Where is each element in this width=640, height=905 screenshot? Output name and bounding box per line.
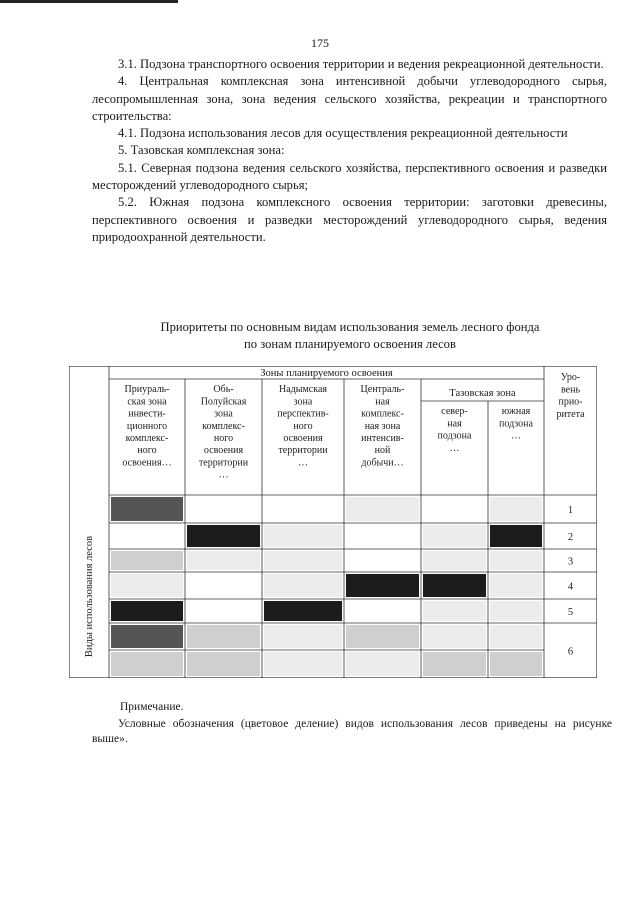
column-header-ob-poluy-line: комплекс- — [202, 420, 245, 432]
shaded-cell — [490, 497, 542, 521]
column-header-priural-line: освоения… — [122, 457, 172, 469]
column-header-central-line: Централь- — [360, 384, 405, 396]
column-header-level-line: вень — [560, 384, 581, 396]
subcolumn-header-north-line: подзона — [437, 430, 472, 442]
table-caption-line2: по зонам планируемого освоения лесов — [244, 337, 456, 351]
column-header-central-line: интенсив- — [361, 433, 404, 444]
column-header-level-line: прио- — [558, 396, 583, 408]
shaded-cell — [423, 601, 486, 621]
shaded-cell — [490, 551, 542, 570]
column-header-nadym-line: Надымская — [279, 384, 327, 396]
shaded-cell — [346, 625, 419, 648]
priority-table — [69, 366, 597, 678]
subcolumn-header-north-line: ная — [447, 418, 462, 430]
paragraph-5: 5. Тазовская комплексная зона: — [118, 143, 285, 158]
row-header-vertical: Виды использования лесов — [84, 535, 95, 658]
shaded-cell — [346, 652, 419, 676]
shaded-cell — [111, 551, 183, 570]
shaded-cell — [111, 497, 183, 521]
column-header-ob-poluy-line: территории — [198, 457, 249, 469]
column-header-nadym-line: территории — [278, 445, 328, 457]
shaded-cell — [490, 601, 542, 621]
column-header-ob-poluy-line: освоения — [203, 445, 244, 457]
shaded-cell — [346, 574, 419, 597]
table-caption-line1: Приоритеты по основным видам использования земель лесного фонда — [160, 320, 540, 334]
shaded-cell — [264, 525, 342, 547]
priority-level: 5 — [567, 607, 574, 618]
column-header-ob-poluy-line: Полуйская — [200, 396, 247, 408]
column-header-nadym-line: перспектив- — [277, 408, 329, 420]
shaded-cell — [187, 525, 260, 547]
subcolumn-header-north-line: … — [449, 442, 460, 454]
column-header-nadym-line: ного — [293, 420, 313, 432]
shaded-cell — [111, 574, 183, 597]
priority-level: 3 — [567, 556, 574, 568]
column-header-priural-line: ционного — [126, 420, 168, 432]
column-header-nadym-line: зона — [293, 396, 313, 408]
shaded-cell — [423, 652, 486, 676]
column-header-priural-line: ская зона — [127, 396, 167, 408]
shaded-cell — [187, 625, 260, 648]
paragraph-4: 4. Центральная комплексная зона интенсивной добычи углеводородного сырья, лесопромышленная зона, зона ведения сельского хозяйства, рекреации и транспортного строительства: — [92, 74, 607, 123]
column-header-ob-poluy-line: ного — [213, 433, 234, 444]
shaded-cell — [264, 574, 342, 597]
body-text — [92, 56, 607, 246]
column-header-central-line: ной — [374, 445, 391, 457]
column-header-nadym-line: … — [298, 457, 308, 469]
subcolumn-header-south-line: … — [511, 430, 521, 442]
priority-level: 2 — [567, 532, 574, 543]
shaded-cell — [264, 601, 342, 621]
shaded-cell — [111, 652, 183, 676]
shaded-cell — [423, 551, 486, 570]
shaded-cell — [346, 497, 419, 521]
group-header: Зоны планируемого освоения — [260, 368, 393, 379]
column-header-ob-poluy-line: Обь- — [213, 384, 234, 396]
subcolumn-header-north-line: север- — [441, 406, 468, 418]
column-header-taz: Тазовская зона — [449, 388, 516, 399]
priority-level: 6 — [567, 646, 574, 658]
shaded-cell — [187, 652, 260, 676]
paragraph-4-1: 4.1. Подзона использования лесов для осуществления рекреационной деятельности — [118, 126, 568, 141]
column-header-central-line: ная зона — [364, 420, 401, 432]
priority-table-svg — [69, 366, 597, 678]
subcolumn-header-south-line: подзона — [499, 418, 533, 430]
shaded-cell — [264, 652, 342, 676]
subcolumn-header-south-line: южная — [501, 406, 531, 418]
shaded-cell — [490, 652, 542, 676]
priority-level: 4 — [567, 581, 574, 593]
column-header-nadym-line: освоения — [283, 433, 323, 444]
column-header-priural-line: ного — [137, 445, 157, 457]
column-header-priural-line: инвести- — [128, 408, 166, 420]
column-header-central-line: добычи… — [361, 457, 404, 469]
shaded-cell — [490, 574, 542, 597]
column-header-priural-line: Приураль- — [124, 384, 170, 396]
column-header-level-line: ритета — [556, 408, 585, 420]
shaded-cell — [423, 625, 486, 648]
shaded-cell — [490, 525, 542, 547]
shaded-cell — [423, 574, 486, 597]
shaded-cell — [490, 625, 542, 648]
shaded-cell — [264, 625, 342, 648]
shaded-cell — [264, 551, 342, 570]
note-title: Примечание. — [120, 701, 184, 713]
note-text: Условные обозначения (цветовое деление) видов использования лесов приведены на рисунке выше». — [92, 718, 612, 745]
priority-level: 1 — [567, 505, 574, 516]
column-header-central-line: ная — [375, 396, 390, 408]
shaded-cell — [111, 625, 183, 648]
column-header-priural-line: комплекс- — [125, 433, 169, 444]
column-header-level-line: Уро- — [560, 372, 581, 384]
shaded-cell — [187, 551, 260, 570]
paragraph-3-1: 3.1. Подзона транспортного освоения территории и ведения рекреационной деятельности. — [118, 57, 604, 71]
page-number: 175 — [311, 36, 329, 50]
column-header-ob-poluy-line: … — [218, 469, 229, 481]
paragraph-5-1: 5.1. Северная подзона ведения сельского хозяйства, перспективного освоения и разведки месторождений углеводородного сырья; — [92, 160, 607, 193]
shaded-cell — [423, 525, 486, 547]
column-header-central-line: комплекс- — [361, 408, 404, 420]
column-header-ob-poluy-line: зона — [214, 408, 233, 420]
top-rule — [0, 0, 178, 3]
shaded-cell — [111, 601, 183, 621]
paragraph-5-2: 5.2. Южная подзона комплексного освоения территории: заготовки древесины, перспективного освоения и разведки месторождений углеводородного сырья, ведения природоохранной деятельности. — [92, 195, 607, 244]
